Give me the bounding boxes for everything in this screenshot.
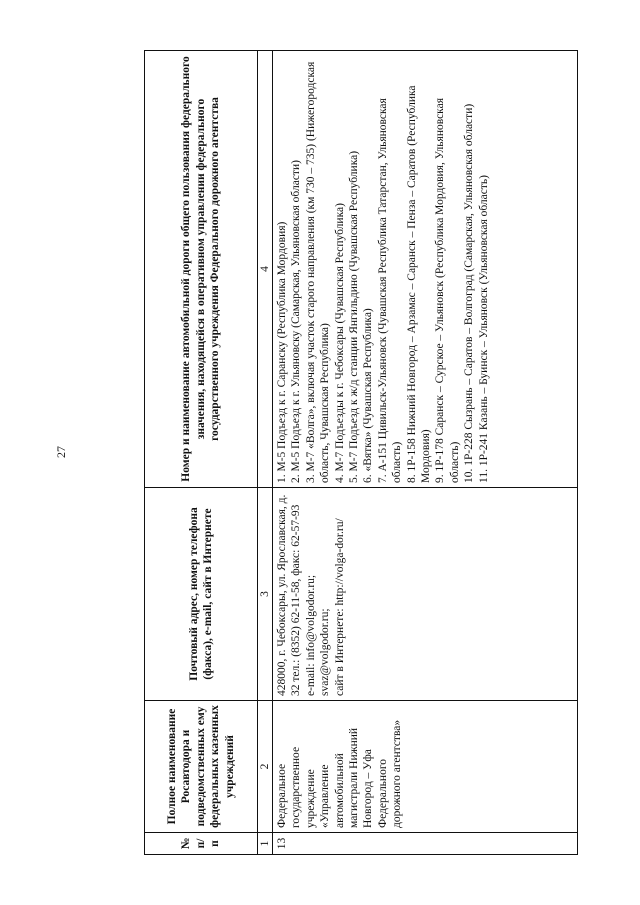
column-number-4: 4: [258, 51, 273, 488]
road-item: 3. М-7 «Волга», включая участок старого направления (км 730 – 735) (Нижегородская область, Чувашская Республика): [304, 61, 332, 483]
column-number-2: 2: [258, 701, 273, 833]
road-item: 9. 1Р-178 Саранск – Сурское – Ульяновск (Республика Мордовия, Ульяновская область): [434, 98, 461, 483]
website-line: сайт в Интернете: http://volga-dor.ru/: [333, 518, 346, 696]
column-number-row: [258, 51, 273, 855]
header-row: [145, 51, 258, 855]
column-number-1: 1: [258, 833, 273, 855]
road-item: 2. М-5 Подъезд к г. Ульяновску (Самарская, Ульяновская области): [290, 160, 303, 483]
roads-table: [144, 50, 578, 855]
road-item: 1. М-5 Подъезд к г. Саранску (Республика Мордовия): [276, 221, 288, 483]
road-item: 11. 1Р-241 Казань – Буинск – Ульяновск (Ульяновская область): [477, 175, 490, 483]
road-item: 7. А-151 Цивильск-Ульяновск (Чувашская Республика Татарстан, Ульяновская область): [376, 98, 404, 483]
page-number: 27: [54, 446, 68, 458]
header-roads: Номер и наименование автомобильной дороги общего пользования федерального значения, находящейся в оперативном управлении федерального государственного учреждения Федерального дорожного агентства: [145, 51, 258, 488]
road-item: 6. «Вятка» (Чувашская Республика): [362, 308, 375, 483]
header-index: № п/п: [145, 833, 258, 855]
road-item: 8. 1Р-158 Нижний Новгород – Арзамас – Саранск – Пенза – Саратов (Республика Мордовия): [405, 85, 433, 483]
column-number-3: 3: [258, 488, 273, 701]
rotated-table-wrapper: [144, 50, 614, 855]
header-name: Полное наименование Росавтодора и подведомственных ему федеральных казенных учреждений: [145, 701, 258, 833]
road-item: 4. М-7 Подъезды к г. Чебоксары (Чувашская Республика): [333, 203, 346, 483]
row-roads: [273, 51, 578, 488]
row-name: Федеральное государственное учреждение «Управление автомобильной магистрали Нижний Новгород – Уфа Федерального дорожного агентства»: [273, 701, 578, 833]
header-address: Почтовый адрес, номер телефона (факса), e-mail, сайт в Интернете: [145, 488, 258, 701]
road-item: 10. 1Р-228 Сызрань – Саратов – Волгоград (Самарская, Ульяновская области): [463, 103, 476, 483]
road-item: 5. М-7 Подъезд к ж/д станции Янгильдино (Чувашская Республика): [348, 150, 361, 483]
email-line: e-mail: info@volgodor.ru;: [304, 574, 317, 696]
row-address: [273, 488, 578, 701]
address-line: 428000, г. Чебоксары, ул. Ярославская, д. 32 тел.: (8352) 62-11-58, факс: 62-57-93: [276, 494, 303, 696]
email-line: svaz@volgodor.ru;: [319, 608, 332, 696]
table-row: [273, 51, 578, 855]
row-index: 13: [273, 833, 578, 855]
